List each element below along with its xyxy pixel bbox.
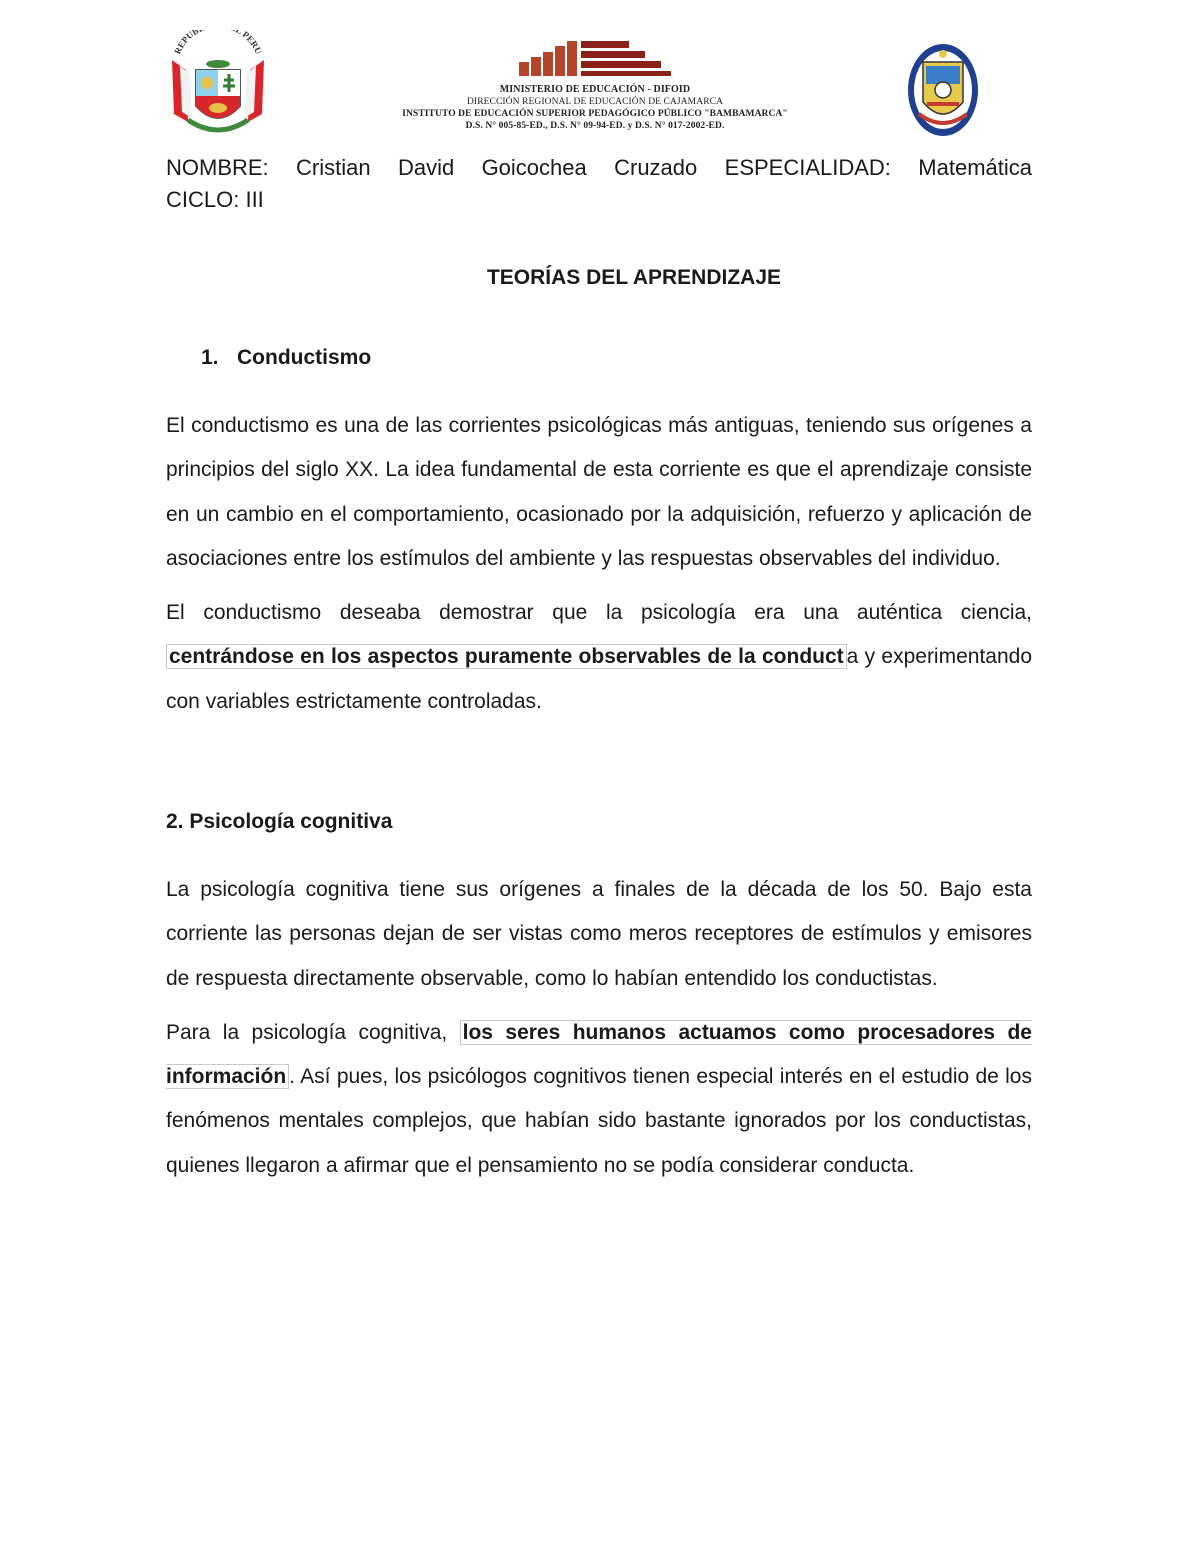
paragraph-text: . Así pues, los psicólogos cognitivos tienen especial interés en el estudio de los fenómenos mentales complejos, que habían sido bastante ignorados por los conductistas, quienes llegaron a afirmar que el pensamiento no se podía considerar conducta. <box>166 1065 1032 1177</box>
letterhead <box>160 30 1040 150</box>
ministry-line: MINISTERIO DE EDUCACIÓN - DIFOID <box>499 84 691 95</box>
section-2-heading <box>166 808 1032 836</box>
paragraph-text: Para la psicología cognitiva, <box>166 1020 460 1044</box>
highlighted-phrase: centrándose en los aspectos puramente observables de la conduct <box>166 644 847 669</box>
student-specialty: ESPECIALIDAD: Matemática <box>724 155 1032 180</box>
section-number: 1. <box>201 346 219 369</box>
section-1-heading <box>201 344 1032 372</box>
institute-line: INSTITUTO DE EDUCACIÓN SUPERIOR PEDAGÓGICO PÚBLICO "BAMBAMARCA" <box>402 109 788 119</box>
student-name: NOMBRE: Cristian David Goicochea Cruzado <box>166 155 698 180</box>
student-info <box>166 152 1032 216</box>
paragraph-highlighted <box>166 1011 1032 1188</box>
section-title: Conductismo <box>237 346 372 369</box>
institute-seal-icon <box>905 40 981 140</box>
peru-coat-of-arms-icon <box>166 30 270 138</box>
paragraph: La psicología cognitiva tiene sus orígenes a finales de la década de los 50. Bajo esta corriente las personas dejan de ser vistas como meros receptores de estímulos y emisores de respuesta directamente observable, como lo habían entendido los conductistas. <box>166 878 1032 990</box>
highlighted-phrase: los seres humanos actuamos como procesadores de información <box>166 1020 1032 1089</box>
section-title: Psicología cognitiva <box>189 810 393 833</box>
paragraph: El conductismo es una de las corrientes psicológicas más antiguas, teniendo sus orígenes a principios del siglo XX. La idea fundamental de esta corriente es que el aprendizaje consiste en un cambio en el comportamiento, ocasionado por la adquisición, refuerzo y aplicación de asociaciones entre los estímulos del ambiente y las respuestas observables del individuo. <box>166 414 1032 570</box>
section-number: 2. <box>166 810 184 833</box>
ministry-bars-icon <box>515 38 675 84</box>
ministry-logo <box>370 38 820 150</box>
paragraph-highlighted <box>166 591 1032 724</box>
svg-text:REPUBLICA DEL PERU <box>172 30 264 56</box>
paragraph-text: El conductismo deseaba demostrar que la psicología era una auténtica ciencia, <box>166 601 1032 625</box>
student-cycle: CICLO: III <box>166 187 264 212</box>
section-1-body <box>166 404 1032 724</box>
document-title: TEORÍAS DEL APRENDIZAJE <box>486 266 782 289</box>
decree-line: D.S. N° 005-85-ED., D.S. N° 09-94-ED. y D.S. N° 017-2002-ED. <box>465 121 725 131</box>
regional-direction-line: DIRECCIÓN REGIONAL DE EDUCACIÓN DE CAJAMARCA <box>466 97 724 107</box>
section-2-body <box>166 868 1032 1188</box>
name-specialty-line <box>166 152 1032 184</box>
crest-arc-text: REPUB L PERU <box>172 30 264 56</box>
paragraph-text: a y experimentando con variables estrictamente controladas. <box>166 645 1033 713</box>
